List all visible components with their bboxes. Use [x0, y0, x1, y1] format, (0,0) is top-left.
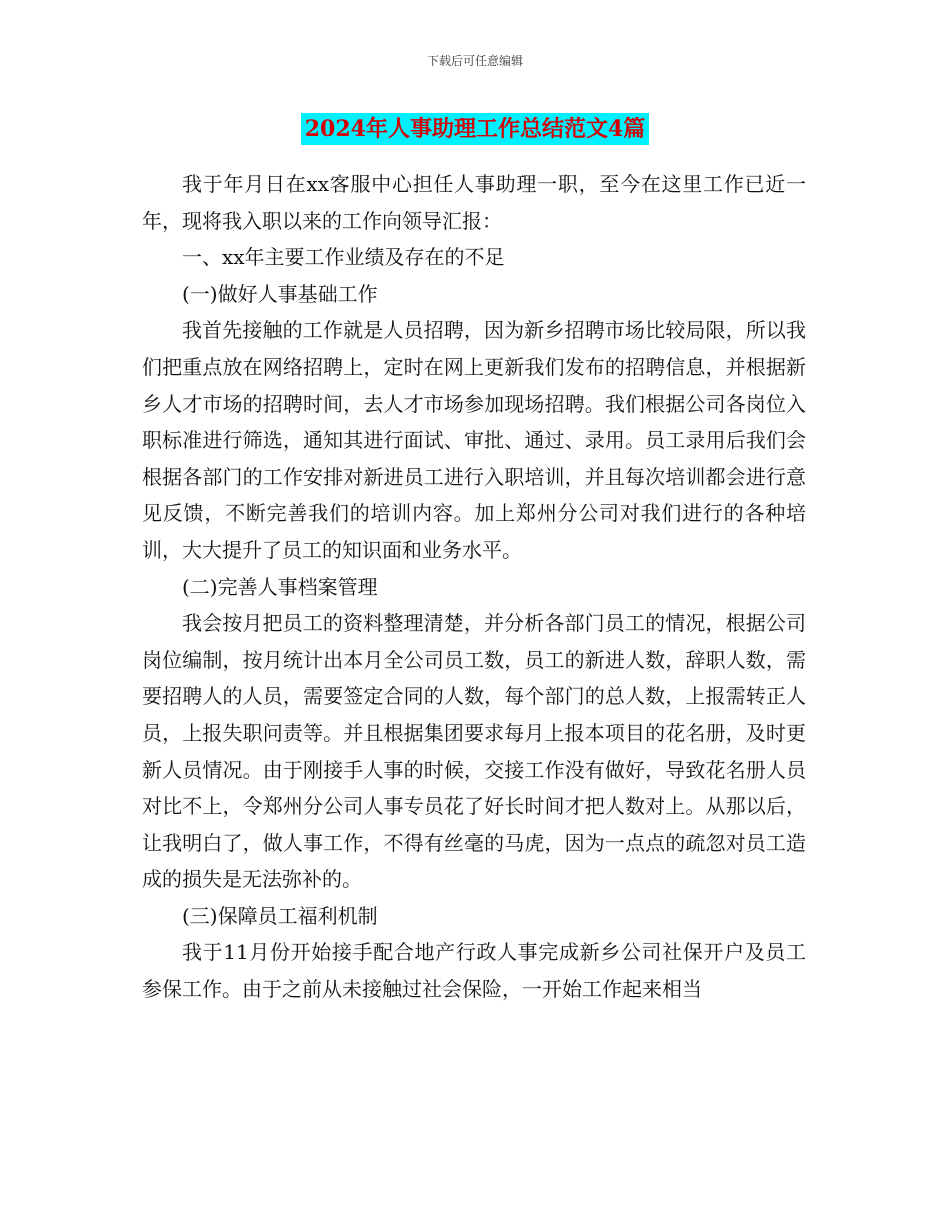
subsection-heading-2: (二)完善人事档案管理	[182, 574, 378, 599]
paragraph-archives: 我会按月把员工的资料整理清楚，并分析各部门员工的情况，根据公司岗位编制，按月统计出本月全公司员工数，员工的新进人数，辞职人数，需要招聘人的人员，需要签定合同的人数，每个部门的总人数，上报需转正人员，上报失职问责等。并且根据集团要求每月上报本项目的花名册，及时更新人员情况。由于刚接手人事的时候，交接工作没有做好，导致花名册人员对比不上，令郑州分公司人事专员花了好长时间才把人数对上。从那以后，让我明白了，做人事工作，不得有丝毫的马虎，因为一点点的疏忽对员工造成的损失是无法弥补的。	[142, 611, 806, 892]
document-body	[142, 166, 806, 1008]
paragraph-welfare: 我于11月份开始接手配合地产行政人事完成新乡公司社保开户及员工参保工作。由于之前从未接触过社会保险，一开始工作起来相当	[142, 940, 806, 1002]
paragraph-recruitment: 我首先接触的工作就是人员招聘，因为新乡招聘市场比较局限，所以我们把重点放在网络招聘上，定时在网上更新我们发布的招聘信息，并根据新乡人才市场的招聘时间，去人才市场参加现场招聘。我们根据公司各岗位入职标准进行筛选，通知其进行面试、审批、通过、录用。员工录用后我们会根据各部门的工作安排对新进员工进行入职培训，并且每次培训都会进行意见反馈，不断完善我们的培训内容。加上郑州分公司对我们进行的各种培训，大大提升了员工的知识面和业务水平。	[142, 318, 806, 562]
subsection-heading-3: (三)保障员工福利机制	[182, 903, 378, 928]
document-title: 2024年人事助理工作总结范文4篇	[301, 113, 650, 145]
section-heading-1: 一、xx年主要工作业绩及存在的不足	[182, 245, 505, 270]
paragraph-intro: 我于年月日在xx客服中心担任人事助理一职，至今在这里工作已近一年，现将我入职以来的工作向领导汇报：	[142, 172, 806, 233]
page-header: 下载后可任意编辑	[426, 54, 523, 68]
subsection-heading-1: (一)做好人事基础工作	[182, 281, 378, 306]
title-container	[0, 113, 950, 145]
